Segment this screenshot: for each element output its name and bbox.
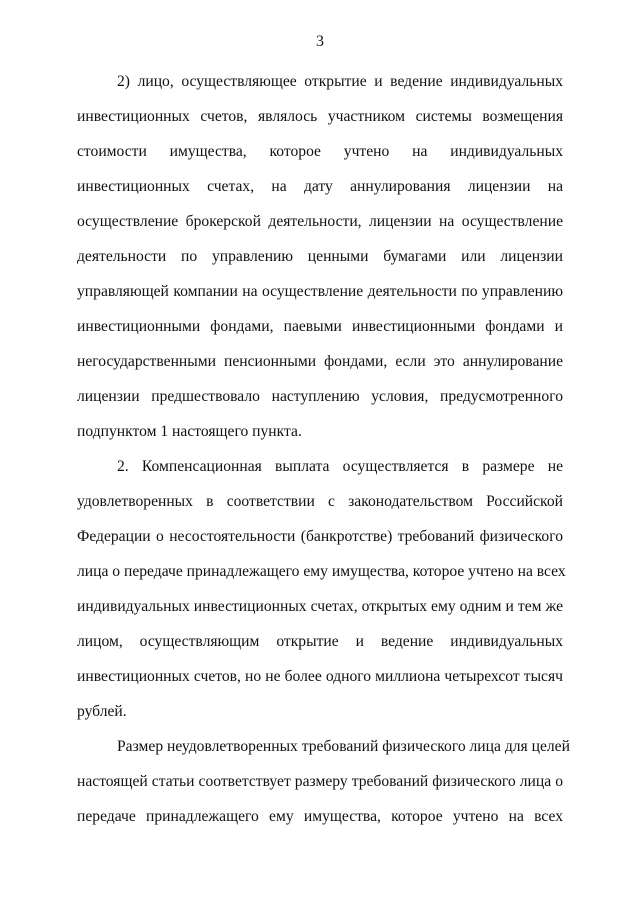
text-line: управляющей компании на осуществление деятельности по управлению: [77, 283, 563, 300]
text-line: лицензии предшествовало наступлению условия, предусмотренного: [77, 388, 563, 405]
text-line: Размер неудовлетворенных требований физического лица для целей: [117, 738, 570, 755]
text-line: осуществление брокерской деятельности, лицензии на осуществление: [77, 213, 563, 230]
text-line: 2. Компенсационная выплата осуществляется в размере не: [117, 458, 563, 475]
text-line: инвестиционных счетах, на дату аннулирования лицензии на: [77, 178, 563, 195]
text-line: лица о передаче принадлежащего ему имущества, которое учтено на всех: [77, 563, 566, 580]
text-line: инвестиционных счетов, но не более одного миллиона четырехсот тысяч: [77, 668, 563, 685]
text-line: индивидуальных инвестиционных счетах, открытых ему одним и тем же: [77, 598, 563, 615]
page-number: 3: [316, 33, 324, 50]
text-line: стоимости имущества, которое учтено на индивидуальных: [77, 143, 563, 160]
text-line: инвестиционными фондами, паевыми инвестиционными фондами и: [77, 318, 563, 335]
text-line: 2) лицо, осуществляющее открытие и ведение индивидуальных: [117, 73, 563, 90]
text-line: лицом, осуществляющим открытие и ведение индивидуальных: [77, 633, 563, 650]
text-line: передаче принадлежащего ему имущества, которое учтено на всех: [77, 808, 563, 825]
text-line: негосударственными пенсионными фондами, если это аннулирование: [77, 353, 563, 370]
text-line: инвестиционных счетов, являлось участником системы возмещения: [77, 108, 563, 125]
text-line: Федерации о несостоятельности (банкротстве) требований физического: [77, 528, 563, 545]
text-line: удовлетворенных в соответствии с законодательством Российской: [77, 493, 563, 510]
text-line: подпунктом 1 настоящего пункта.: [77, 423, 302, 440]
text-line: настоящей статьи соответствует размеру требований физического лица о: [77, 773, 563, 790]
text-line: рублей.: [77, 703, 127, 720]
text-line: деятельности по управлению ценными бумагами или лицензии: [77, 248, 563, 265]
